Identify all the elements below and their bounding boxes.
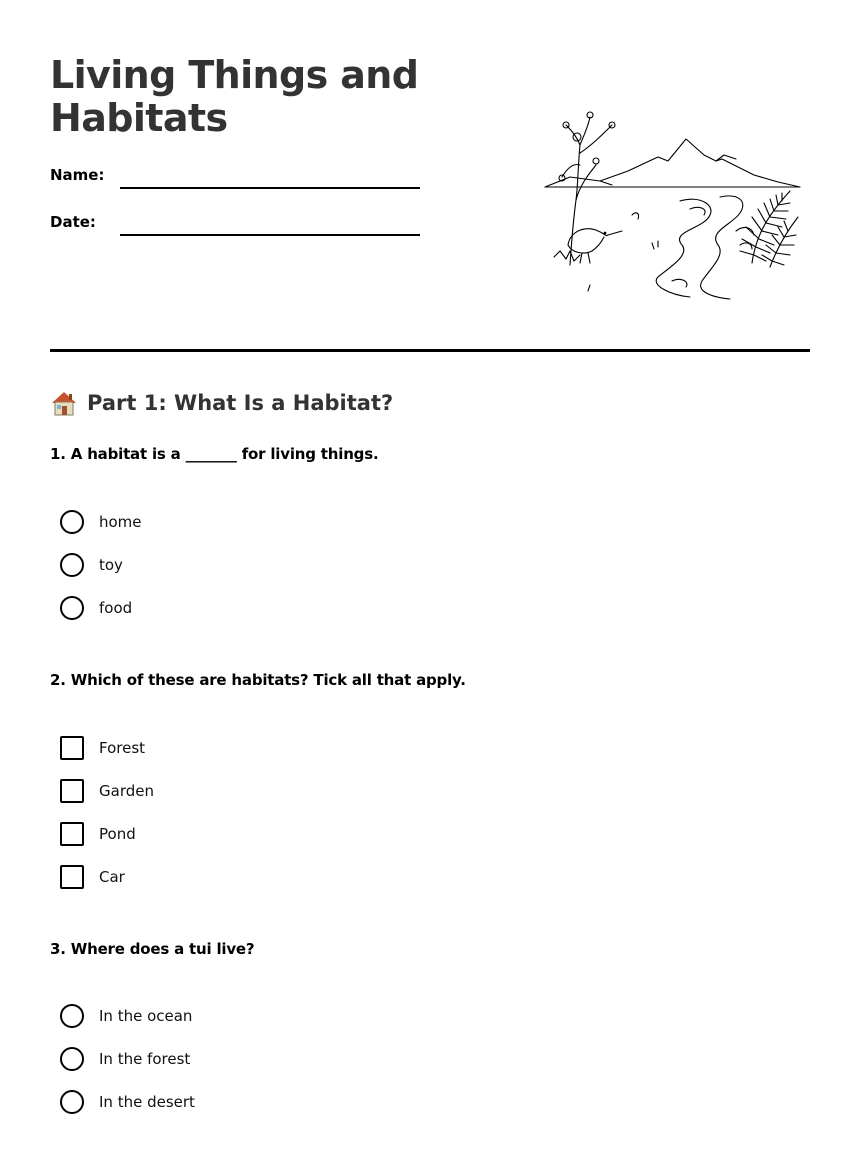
- q1-option-toy[interactable]: [60, 552, 123, 578]
- q2-option-forest[interactable]: [60, 735, 145, 761]
- house-icon: [50, 390, 78, 416]
- option-label: In the forest: [99, 1050, 191, 1068]
- option-label: Pond: [99, 825, 136, 843]
- question-2: 2. Which of these are habitats? Tick all that apply.: [50, 671, 466, 689]
- checkbox[interactable]: [60, 822, 84, 846]
- radio-button[interactable]: [60, 1004, 84, 1028]
- option-label: toy: [99, 556, 123, 574]
- q1-option-home[interactable]: [60, 509, 142, 535]
- radio-button[interactable]: [60, 596, 84, 620]
- option-label: In the ocean: [99, 1007, 193, 1025]
- checkbox[interactable]: [60, 779, 84, 803]
- radio-button[interactable]: [60, 510, 84, 534]
- q2-option-car[interactable]: [60, 864, 125, 890]
- option-label: Forest: [99, 739, 146, 757]
- option-label: Car: [99, 868, 125, 886]
- q3-option-forest[interactable]: [60, 1046, 190, 1072]
- name-label: Name:: [50, 166, 105, 184]
- section-heading-text: Part 1: What Is a Habitat?: [87, 391, 394, 415]
- q3-option-ocean[interactable]: [60, 1003, 192, 1029]
- option-label: home: [99, 513, 142, 531]
- q2-option-pond[interactable]: [60, 821, 136, 847]
- question-3: 3. Where does a tui live?: [50, 940, 255, 958]
- habitat-illustration: [540, 105, 805, 305]
- option-label: Garden: [99, 782, 154, 800]
- page-title: Living Things and Habitats: [50, 53, 419, 140]
- question-1: 1. A habitat is a _______ for living things.: [50, 445, 379, 463]
- date-label: Date:: [50, 213, 96, 231]
- checkbox[interactable]: [60, 865, 84, 889]
- radio-button[interactable]: [60, 1047, 84, 1071]
- option-label: food: [99, 599, 133, 617]
- q1-option-food[interactable]: [60, 595, 132, 621]
- q2-option-garden[interactable]: [60, 778, 154, 804]
- radio-button[interactable]: [60, 553, 84, 577]
- section-divider: [50, 349, 810, 352]
- radio-button[interactable]: [60, 1090, 84, 1114]
- option-label: In the desert: [99, 1093, 195, 1111]
- name-field[interactable]: [120, 169, 420, 189]
- section-heading: [50, 390, 393, 416]
- checkbox[interactable]: [60, 736, 84, 760]
- date-field[interactable]: [120, 216, 420, 236]
- q3-option-desert[interactable]: [60, 1089, 195, 1115]
